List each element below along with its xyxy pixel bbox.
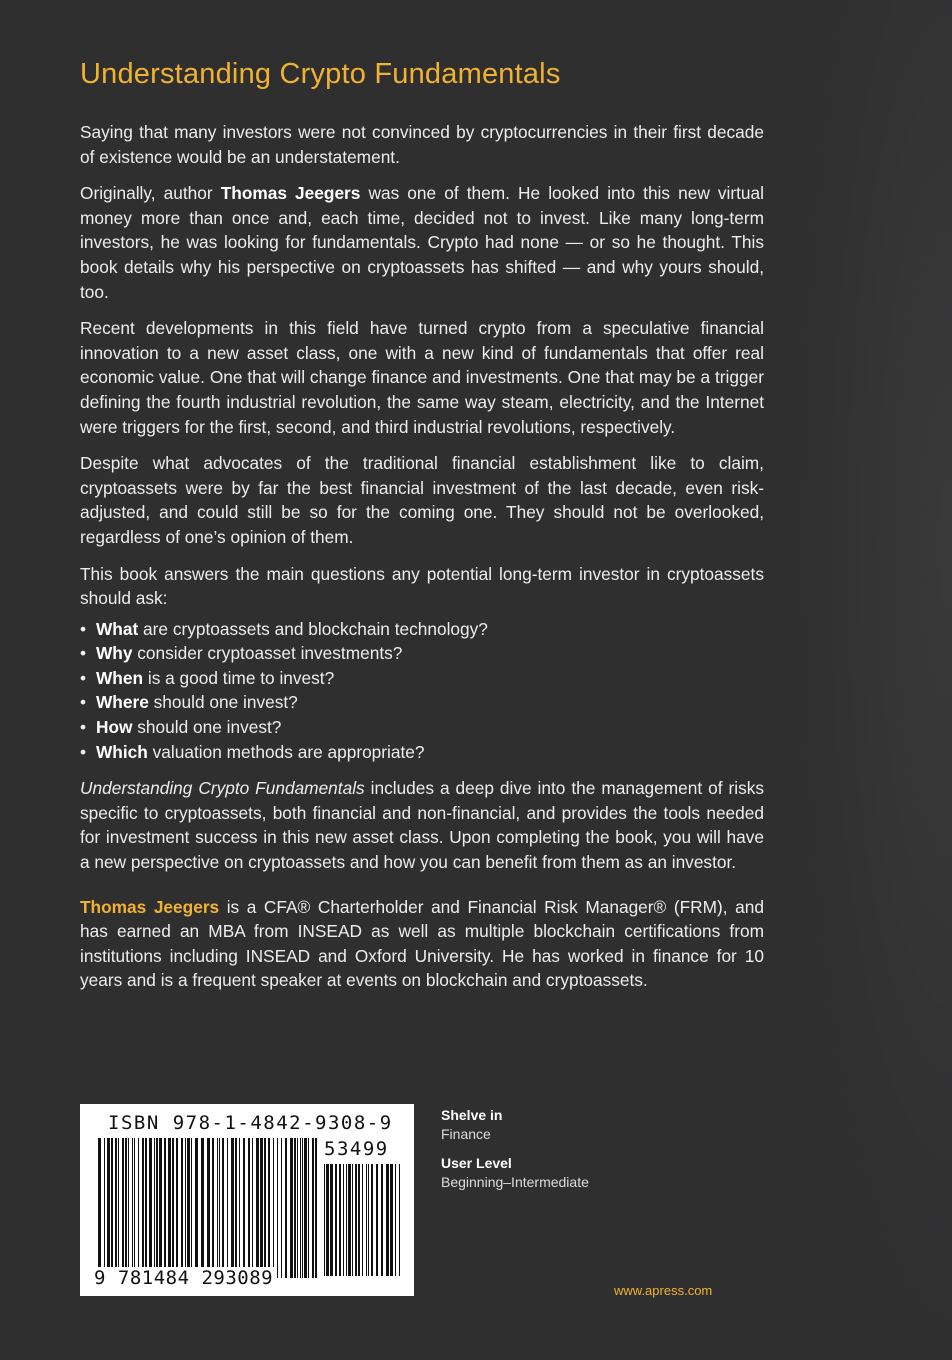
barcode-bar <box>239 1138 240 1278</box>
book-title: Understanding Crypto Fundamentals <box>80 58 561 90</box>
author-name-highlight: Thomas Jeegers <box>80 896 220 917</box>
barcode-bar <box>315 1138 317 1278</box>
bullet-icon: • <box>80 667 87 688</box>
barcode-bar <box>154 1138 155 1278</box>
barcode-bar <box>195 1138 198 1278</box>
barcode-bar <box>260 1138 263 1278</box>
paragraph-summary <box>80 776 764 874</box>
barcode-bar <box>326 1164 329 1276</box>
shelve-label: Shelve in <box>441 1107 503 1123</box>
text: includes a deep dive into the management of risks specific to cryptoassets, both financial and non-financial, and provides the tools needed for investment success in this new asset class. Upon completing the book, you will have a new perspective on cryptoassets and how you can benefit from them as an investor. <box>80 778 764 873</box>
barcode-bar <box>297 1138 298 1278</box>
barcode-bar <box>355 1164 357 1276</box>
barcode-bar <box>256 1138 259 1278</box>
list-item <box>80 617 764 642</box>
barcode-bar <box>118 1138 119 1278</box>
barcode-bar <box>285 1138 287 1278</box>
barcode-bar <box>399 1164 400 1276</box>
barcode-bar <box>104 1138 105 1278</box>
list-item <box>80 715 764 740</box>
barcode-bar <box>181 1138 183 1278</box>
barcode-bar <box>164 1138 166 1278</box>
barcode-bar <box>268 1138 270 1278</box>
barcode-addon-bars <box>324 1164 404 1276</box>
barcode-bar <box>358 1164 360 1276</box>
barcode-bar <box>212 1138 214 1278</box>
barcode-bar <box>145 1138 147 1278</box>
barcode-number: 9 781484 293089 <box>94 1267 274 1289</box>
paragraph-performance: Despite what advocates of the traditional financial establishment like to claim, cryptoassets were by far the best financial investment of the last decade, even risk-adjusted, and could still be so for the coming one. They should not be overlooked, regardless of one’s opinion of them. <box>80 453 764 547</box>
barcode-bar <box>381 1164 383 1276</box>
barcode-bar <box>390 1164 393 1276</box>
barcode-bar <box>207 1138 210 1278</box>
level-group <box>441 1154 589 1192</box>
list-item <box>80 690 764 715</box>
barcode-bar <box>290 1138 293 1278</box>
barcode-bar <box>294 1138 296 1278</box>
barcode-bar <box>187 1138 190 1278</box>
description-body <box>80 120 764 1005</box>
question-text: is a good time to invest? <box>143 667 335 688</box>
publisher-url[interactable]: www.apress.com <box>614 1283 713 1298</box>
list-item <box>80 641 764 666</box>
barcode-bar <box>185 1138 186 1278</box>
bullet-icon: • <box>80 692 87 713</box>
barcode-bar <box>235 1138 237 1278</box>
barcode-bar <box>111 1138 113 1278</box>
text: was one of them. He looked into this new virtual money more than once and, each time, decided not to invest. Like many long-term investors, he was looking for fundamentals. Crypto had none — or so he thought. This book details why his perspective on cryptoassets has shifted — and why yours should, too. <box>80 183 764 302</box>
barcode-bar <box>368 1164 369 1276</box>
paragraph-questions: This book answers the main questions any potential long-term investor in cryptoassets should ask: <box>80 563 764 609</box>
question-text: valuation methods are appropriate? <box>147 741 425 762</box>
bullet-icon: • <box>80 741 87 762</box>
barcode-bar <box>227 1138 228 1278</box>
price-code: 53499 <box>324 1138 389 1160</box>
level-value: Beginning–Intermediate <box>441 1174 589 1190</box>
question-word: How <box>96 717 133 738</box>
paragraph-author <box>80 181 764 304</box>
barcode-bar <box>304 1138 307 1278</box>
background-texture <box>792 0 952 1360</box>
question-word: Why <box>96 643 133 664</box>
barcode-bar <box>125 1138 127 1278</box>
question-list <box>80 617 764 765</box>
barcode-bar <box>132 1138 133 1278</box>
barcode-bar <box>134 1138 135 1278</box>
barcode-bar <box>122 1138 124 1278</box>
barcode-bar <box>281 1138 282 1278</box>
barcode-bar <box>107 1138 110 1278</box>
barcode-bar <box>339 1164 341 1276</box>
bullet-icon: • <box>80 618 87 639</box>
shelve-group <box>441 1106 589 1144</box>
barcode-bar <box>243 1138 245 1278</box>
question-text: consider cryptoasset investments? <box>132 643 403 664</box>
barcode-bar <box>156 1138 158 1278</box>
barcode-bar <box>330 1164 333 1276</box>
barcode-bar <box>395 1164 396 1276</box>
barcode-bar <box>248 1138 250 1278</box>
level-label: User Level <box>441 1155 512 1171</box>
barcode-bar <box>366 1164 367 1276</box>
barcode-bar <box>201 1138 204 1278</box>
shelve-value: Finance <box>441 1126 491 1142</box>
question-text: should one invest? <box>148 692 298 713</box>
barcode-bar <box>371 1164 373 1276</box>
barcode-bar <box>128 1138 129 1278</box>
barcode-bar <box>159 1138 162 1278</box>
paragraph-intro: Saying that many investors were not convinced by cryptocurrencies in their first decade of existence would be an understatement. <box>80 122 764 167</box>
barcode-bar <box>324 1164 325 1276</box>
shelving-info <box>441 1106 589 1202</box>
question-word: Which <box>96 741 148 762</box>
bullet-icon: • <box>80 643 87 664</box>
barcode-bar <box>252 1138 253 1278</box>
isbn-barcode <box>80 1104 414 1296</box>
question-word: Where <box>96 692 149 713</box>
question-word: What <box>96 618 139 639</box>
list-item <box>80 740 764 765</box>
barcode-bar <box>264 1138 266 1278</box>
barcode-bar <box>335 1164 337 1276</box>
barcode-bar <box>149 1138 152 1278</box>
barcode-bar <box>346 1164 347 1276</box>
question-text: should one invest? <box>132 717 282 738</box>
paragraph-developments: Recent developments in this field have turned crypto from a speculative financial innovation to a new asset class, one with a new kind of fundamentals that offer real economic value. One that will change finance and investments. One that may be a trigger defining the fourth industrial revolution, the same way steam, electricity, and the Internet were triggers for the first, second, and third industrial revolutions, respectively. <box>80 318 764 437</box>
barcode-bar <box>115 1138 117 1278</box>
barcode-bar <box>273 1138 274 1278</box>
author-name: Thomas Jeegers <box>220 183 361 204</box>
list-item <box>80 666 764 691</box>
barcode-bar <box>172 1138 174 1278</box>
barcode-bar <box>386 1164 389 1276</box>
question-text: are cryptoassets and blockchain technology? <box>138 618 488 639</box>
barcode-bar <box>98 1138 101 1278</box>
barcode-bar <box>191 1138 192 1278</box>
barcode-bar <box>222 1138 224 1278</box>
barcode-bar <box>277 1138 278 1278</box>
barcode-bar <box>217 1138 218 1278</box>
isbn-number: ISBN 978-1-4842-9308-9 <box>108 1112 393 1134</box>
barcode-bar <box>362 1164 363 1276</box>
barcode-bar <box>343 1164 344 1276</box>
barcode-bar <box>302 1138 303 1278</box>
barcode-bar <box>348 1164 351 1276</box>
barcode-bar <box>312 1138 314 1278</box>
barcode-bar <box>352 1164 353 1276</box>
barcode-bar <box>142 1138 144 1278</box>
bullet-icon: • <box>80 717 87 738</box>
barcode-bar <box>219 1138 220 1278</box>
barcode-bar <box>300 1138 301 1278</box>
barcode-bars <box>98 1138 320 1278</box>
question-word: When <box>96 667 144 688</box>
barcode-bar <box>138 1138 139 1278</box>
text: Originally, author <box>80 183 221 204</box>
barcode-bar <box>231 1138 234 1278</box>
book-title-italic: Understanding Crypto Fundamentals <box>80 778 365 799</box>
text: is a CFA® Charterholder and Financial Risk Manager® (FRM), and has earned an MBA from INSEAD as well as multiple blockchain certifications from institutions including INSEAD and Oxford University. He has worked in finance for 10 years and is a frequent speaker at events on blockchain and cryptoassets. <box>80 896 764 991</box>
barcode-bar <box>168 1138 171 1278</box>
barcode-bar <box>308 1138 309 1278</box>
barcode-bar <box>176 1138 178 1278</box>
author-bio <box>80 895 764 993</box>
barcode-bar <box>376 1164 378 1276</box>
